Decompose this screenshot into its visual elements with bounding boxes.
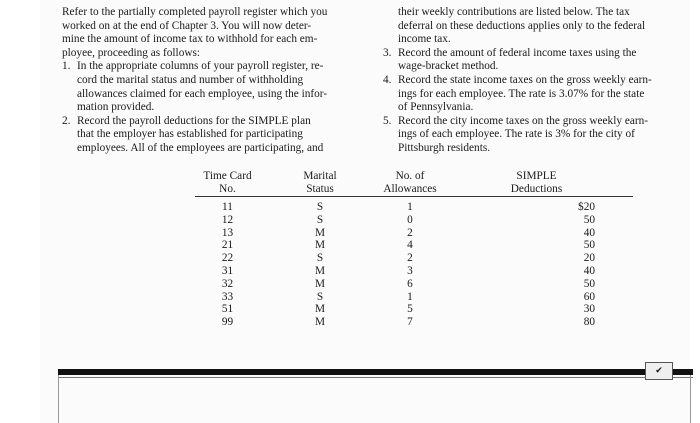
step-4 xyxy=(383,74,683,115)
time-card-cell: 51 xyxy=(221,303,234,316)
marital-status-cell: S xyxy=(316,290,324,303)
corner-badge-icon: ✔ xyxy=(645,362,673,380)
simple-deduction-cell: 50 xyxy=(583,213,595,226)
marital-status-cell: M xyxy=(314,226,326,239)
step-3 xyxy=(383,47,683,74)
step-number: 1. xyxy=(62,60,71,73)
time-card-cell: 99 xyxy=(221,316,234,329)
simple-deduction-cell: 50 xyxy=(583,239,595,252)
table-row xyxy=(195,201,633,214)
header-line: No. of xyxy=(395,170,425,182)
time-card-cell: 33 xyxy=(221,290,234,303)
thick-rule xyxy=(58,369,693,375)
table-row xyxy=(195,252,633,265)
intro-line: worked on at the end of Chapter 3. You will now deter- xyxy=(62,19,312,32)
table-row xyxy=(195,316,633,329)
steps-list-left xyxy=(62,60,364,155)
right-border xyxy=(690,375,691,423)
simple-deduction-cell: 60 xyxy=(583,290,595,303)
employee-table xyxy=(195,170,633,329)
simple-deduction-cell: 20 xyxy=(583,252,595,265)
simple-deduction-cell: 30 xyxy=(583,303,595,316)
header-simple-deductions xyxy=(440,170,633,197)
header-line: Time Card xyxy=(203,170,252,182)
step-line: ings for each employee. The rate is 3.07% for the state xyxy=(398,87,645,100)
marital-status-cell: M xyxy=(314,239,326,252)
header-line: Deductions xyxy=(510,183,563,195)
header-line: Allowances xyxy=(383,183,437,195)
step-line: of Pennsylvania. xyxy=(398,101,474,114)
header-line: Marital xyxy=(303,170,337,182)
intro-line: ployee, proceeding as follows: xyxy=(62,46,201,59)
step-line: employees. All of the employees are participating, and xyxy=(77,141,324,154)
step-line: In the appropriate columns of your payroll register, re- xyxy=(77,60,324,73)
left-border xyxy=(58,375,59,423)
continuation-line: deferral on these deductions applies only to the federal xyxy=(398,19,646,32)
step-number: 3. xyxy=(383,46,392,59)
time-card-cell: 22 xyxy=(221,252,234,265)
step-number: 2. xyxy=(62,114,71,127)
marital-status-cell: M xyxy=(314,303,326,316)
allowances-cell: 3 xyxy=(407,264,413,277)
table-row xyxy=(195,214,633,227)
header-allowances xyxy=(380,170,440,197)
step-5 xyxy=(383,115,683,156)
step-line: allowances claimed for each employee, using the infor- xyxy=(77,87,328,100)
time-card-cell: 12 xyxy=(221,213,234,226)
simple-deduction-cell: 40 xyxy=(583,226,595,239)
marital-status-cell: S xyxy=(316,213,324,226)
table-row xyxy=(195,227,633,240)
intro-line: mine the amount of income tax to withhold for each em- xyxy=(62,33,318,46)
table-row xyxy=(195,303,633,316)
time-card-cell: 21 xyxy=(221,239,234,252)
step-line: Record the payroll deductions for the SIMPLE plan xyxy=(77,114,311,127)
allowances-cell: 5 xyxy=(407,303,413,316)
allowances-cell: 0 xyxy=(407,213,413,226)
step-line: Record the city income taxes on the gross weekly earn- xyxy=(398,114,649,127)
time-card-cell: 32 xyxy=(221,277,234,290)
step-line: Record the amount of federal income taxes using the xyxy=(398,46,637,59)
table-row xyxy=(195,278,633,291)
step-line: ings of each employee. The rate is 3% for the city of xyxy=(398,128,635,141)
header-time-card xyxy=(195,170,260,197)
intro-line: Refer to the partially completed payroll register which you xyxy=(62,6,328,18)
continuation-line: income tax. xyxy=(398,33,451,46)
allowances-cell: 2 xyxy=(407,226,413,239)
simple-deduction-cell: $20 xyxy=(578,201,595,213)
step-line: that the employer has established for participating xyxy=(77,128,303,141)
time-card-cell: 11 xyxy=(222,201,233,213)
allowances-cell: 2 xyxy=(407,252,413,265)
header-marital-status xyxy=(260,170,380,197)
step-number: 4. xyxy=(383,73,392,86)
marital-status-cell: M xyxy=(314,316,326,329)
allowances-cell: 1 xyxy=(407,201,413,213)
marital-status-cell: M xyxy=(314,264,326,277)
step-line: cord the marital status and number of withholding xyxy=(77,73,304,86)
allowances-cell: 7 xyxy=(407,316,413,329)
right-column xyxy=(383,6,683,156)
marital-status-cell: M xyxy=(314,277,326,290)
continuation-line: their weekly contributions are listed below. The tax xyxy=(398,6,630,18)
simple-deduction-cell: 80 xyxy=(583,316,595,329)
table-row xyxy=(195,291,633,304)
simple-deduction-cell: 40 xyxy=(583,264,595,277)
header-line: Status xyxy=(306,183,334,195)
step-1 xyxy=(62,60,364,114)
step-line: Record the state income taxes on the gross weekly earn- xyxy=(398,73,652,86)
simple-deduction-cell: 50 xyxy=(583,277,595,290)
steps-list-right xyxy=(383,47,683,156)
time-card-cell: 13 xyxy=(221,226,234,239)
step-2 xyxy=(62,115,364,156)
step-line: Pittsburgh residents. xyxy=(398,141,491,154)
time-card-cell: 31 xyxy=(221,264,234,277)
step-line: wage-bracket method. xyxy=(398,60,499,73)
marital-status-cell: S xyxy=(316,252,324,265)
header-line: SIMPLE xyxy=(516,170,557,182)
table-row xyxy=(195,265,633,278)
allowances-cell: 1 xyxy=(407,290,413,303)
step-number: 5. xyxy=(383,114,392,127)
allowances-cell: 6 xyxy=(407,277,413,290)
step-line: mation provided. xyxy=(77,101,155,114)
thin-rule xyxy=(58,377,693,378)
table-row xyxy=(195,239,633,252)
marital-status-cell: S xyxy=(316,201,324,213)
header-line: No. xyxy=(219,183,236,195)
left-column xyxy=(62,6,364,156)
allowances-cell: 4 xyxy=(407,239,413,252)
